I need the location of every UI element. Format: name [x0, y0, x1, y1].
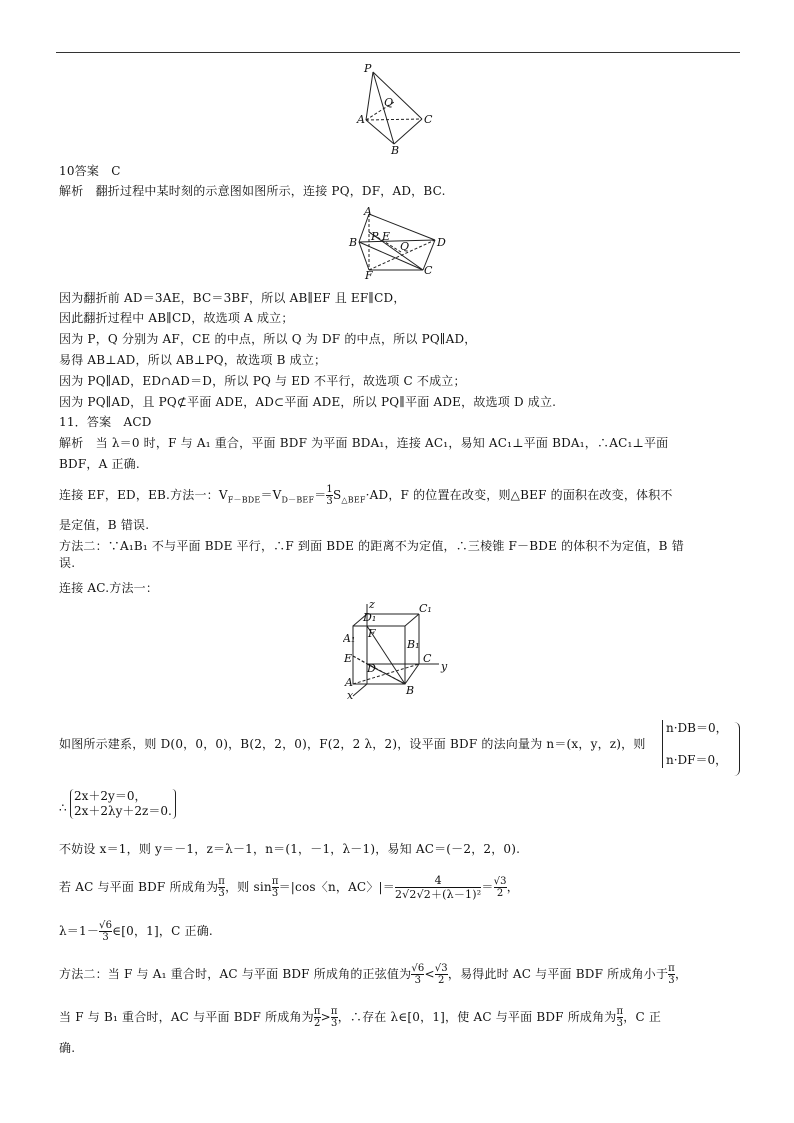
- frac-pi-3-c: [668, 963, 675, 986]
- fig2-label-p: P: [371, 230, 379, 243]
- volume-text-c: ＝V: [260, 488, 282, 502]
- frac-sqrt6-3: [99, 920, 112, 943]
- frac-den: 3: [271, 888, 279, 899]
- q10-analysis-text: 翻折过程中某时刻的示意图如图所示，连接 PQ，DF，AD，BC.: [83, 184, 446, 198]
- volume-text-f: S: [332, 488, 342, 502]
- normal-vector-system: [662, 720, 728, 768]
- frac-den: 2√2√2＋(λ－1)²: [394, 888, 482, 901]
- volume-sub-2: D－BEF: [281, 495, 315, 505]
- q11-line-4: 是定值，B 错误.: [59, 518, 150, 532]
- b1-text-c: ，∴存在 λ∈[0，1]，使 AC 与平面 BDF 所成角为: [337, 1010, 617, 1024]
- fig3-label-y: y: [441, 660, 448, 673]
- frac-cos-value: [395, 874, 481, 901]
- frac-sqrt3-2: [494, 876, 507, 899]
- b1-text-a: 当 F 与 B₁ 重合时，AC 与平面 BDF 所成角为: [59, 1010, 314, 1024]
- frac-num: √6: [411, 963, 425, 974]
- volume-sub-1: F－BDE: [227, 495, 261, 505]
- fraction-denominator: 3: [326, 496, 333, 507]
- volume-text-e: ＝: [314, 488, 327, 502]
- volume-text-h: ·AD，F 的位置在改变，则△BEF 的面积在改变，体积不: [365, 488, 673, 502]
- fraction-one-third: $\frac{1}{3}$: [326, 484, 333, 507]
- frac-num: √6: [99, 920, 113, 931]
- fig2-label-e: E: [382, 230, 391, 243]
- q11-line-8: 如图所示建系，则 D(0，0，0)，B(2，2，0)，F(2，2 λ，2)，设平面 BDF 的法向量为 n＝(x，y，z)，则: [59, 737, 646, 751]
- q10-answer: 10答案 C: [59, 164, 121, 178]
- frac-den: 3: [668, 975, 675, 986]
- fig2-label-c: C: [424, 264, 433, 277]
- b1-text-b: >: [320, 1010, 331, 1024]
- fig3-label-f: F: [368, 627, 376, 640]
- q11-analysis-label: 解析: [59, 436, 84, 450]
- fig3-label-d1: D₁: [363, 611, 377, 624]
- q10-line-3: 因为 P，Q 分别为 AF，CE 的中点，所以 Q 为 DF 的中点，所以 PQ∥AD，: [59, 332, 477, 346]
- frac-num: π: [668, 963, 675, 974]
- system-eq-1: n·DB＝0，: [666, 721, 728, 735]
- frac-den: 3: [331, 1018, 338, 1029]
- q11-line-9: 不妨设 x＝1，则 y＝－1，z＝λ－1，n＝(1，－1，λ－1)，易知 AC＝(－2，2，0).: [59, 842, 521, 856]
- fig2-label-f: F: [365, 269, 373, 280]
- fig1-label-p: P: [364, 62, 372, 75]
- frac-num: π: [313, 1006, 321, 1017]
- header-rule: [56, 52, 740, 53]
- frac-pi-3-b: [272, 876, 279, 899]
- sin-text-c: ＝|cos〈n，AC〉|＝: [278, 880, 395, 894]
- equation-system: [70, 789, 176, 819]
- system-right-bracket: [734, 722, 740, 776]
- fig3-label-a: A: [345, 676, 353, 689]
- q11-volume-line: [59, 484, 673, 508]
- frac-den: 3: [414, 975, 422, 986]
- q10-line-6: 因为 PQ∥AD，且 PQ⊄平面 ADE，AD⊂平面 ADE，所以 PQ∥平面 ADE，故选项 D 成立.: [59, 395, 557, 409]
- fig1-label-a: A: [357, 113, 365, 126]
- q11-lambda-line: [59, 920, 213, 943]
- frac-den: 2: [496, 888, 504, 899]
- b1-text-d: ，C 正: [623, 1010, 662, 1024]
- q11-answer: 11．答案 ACD: [59, 415, 152, 429]
- cube-figure: [343, 600, 459, 700]
- method2-text-b: <: [424, 967, 435, 981]
- sin-text-d: ＝: [481, 880, 494, 894]
- frac-den: 3: [102, 932, 109, 943]
- q11-line-5: 方法二：∵A₁B₁ 不与平面 BDE 平行，∴F 到面 BDE 的距离不为定值，∴三棱锥 F－BDE 的体积不为定值，B 错: [59, 539, 684, 553]
- fig3-label-b: B: [406, 684, 415, 697]
- q11-line-14: 确.: [59, 1041, 76, 1055]
- q10-analysis-line: [59, 183, 446, 199]
- fig2-label-q: Q: [400, 240, 410, 253]
- fig3-label-a1: A₁: [343, 632, 356, 645]
- q11-b1-line: [59, 1006, 661, 1029]
- fig3-label-c1: C₁: [419, 602, 432, 615]
- system-eq-2: n·DF＝0，: [666, 753, 728, 767]
- system2-eq-2: 2x＋2λy＋2z＝0.: [74, 804, 172, 818]
- fig3-label-d: D: [367, 662, 376, 675]
- lambda-text-b: ∈[0，1]，C 正确.: [112, 924, 213, 938]
- frac-den: 3: [218, 888, 225, 899]
- frac-num: π: [616, 1006, 624, 1017]
- fig3-label-z: z: [369, 600, 375, 611]
- frac-num: π: [330, 1006, 338, 1017]
- frac-pi-2: [314, 1006, 321, 1029]
- frac-num: √3: [434, 963, 448, 974]
- sin-text-e: ，: [506, 880, 519, 894]
- fig3-label-e: E: [344, 652, 353, 665]
- frac-den: 2: [313, 1018, 321, 1029]
- q10-line-4: 易得 AB⊥AD，所以 AB⊥PQ，故选项 B 成立；: [59, 353, 327, 367]
- q10-analysis-label: 解析: [59, 184, 84, 198]
- q11-line-7: 连接 AC.方法一：: [59, 581, 159, 595]
- volume-text-a: 连接 EF，ED，EB.方法一：V: [59, 488, 228, 502]
- sin-text-a: 若 AC 与平面 BDF 所成角为: [59, 880, 219, 894]
- q11-method2-line: [59, 963, 687, 986]
- q10-line-1: 因为翻折前 AD＝3AE，BC＝3BF，所以 AB∥EF 且 EF∥CD，: [59, 291, 406, 305]
- q11-line-6: 误.: [59, 556, 76, 570]
- q10-line-5: 因为 PQ∥AD，ED∩AD＝D，所以 PQ 与 ED 不平行，故选项 C 不成立；: [59, 374, 466, 388]
- frac-pi-3-d: [331, 1006, 338, 1029]
- fig2-label-b: B: [349, 236, 358, 249]
- frac-num: π: [218, 876, 226, 887]
- frac-num: √3: [493, 876, 507, 887]
- fig1-label-c: C: [424, 113, 433, 126]
- q11-analysis-line: [59, 435, 668, 451]
- fig3-label-b1: B₁: [407, 638, 420, 651]
- fig3-label-x: x: [347, 689, 354, 700]
- volume-sub-3: △BEF: [341, 495, 366, 505]
- frac-num: π: [271, 876, 279, 887]
- fig2-label-d: D: [437, 236, 446, 249]
- tetrahedron-figure: [356, 62, 436, 156]
- fig3-label-c: C: [423, 652, 432, 665]
- sin-text-b: ，则 sin: [225, 880, 272, 894]
- therefore-symbol: ∴: [59, 801, 67, 815]
- frac-num: 4: [395, 874, 481, 888]
- frac-den: 3: [616, 1018, 624, 1029]
- frac-sqrt3-2-b: [435, 963, 448, 986]
- q10-line-2: 因此翻折过程中 AB∥CD，故选项 A 成立；: [59, 311, 294, 325]
- fig2-label-a: A: [364, 205, 372, 218]
- q11-line-1: 当 λ＝0 时，F 与 A₁ 重合，平面 BDF 为平面 BDA₁，连接 AC₁，易知 AC₁⊥平面 BDA₁，∴AC₁⊥平面: [83, 436, 669, 450]
- fig1-label-q: Q: [384, 96, 394, 109]
- method2-text-a: 方法二：当 F 与 A₁ 重合时，AC 与平面 BDF 所成角的正弦值为: [59, 967, 412, 981]
- lambda-text-a: λ＝1－: [59, 924, 100, 938]
- frac-den: 2: [438, 975, 445, 986]
- folded-figure: [345, 204, 450, 280]
- method2-text-d: ，: [674, 967, 688, 981]
- system2-eq-1: 2x＋2y＝0，: [74, 789, 147, 803]
- frac-sqrt6-3-b: [411, 963, 424, 986]
- fig1-label-b: B: [391, 144, 400, 156]
- q11-sin-line: [59, 874, 519, 901]
- q11-line-2: BDF，A 正确.: [59, 457, 140, 471]
- method2-text-c: ，易得此时 AC 与平面 BDF 所成角小于: [447, 967, 669, 981]
